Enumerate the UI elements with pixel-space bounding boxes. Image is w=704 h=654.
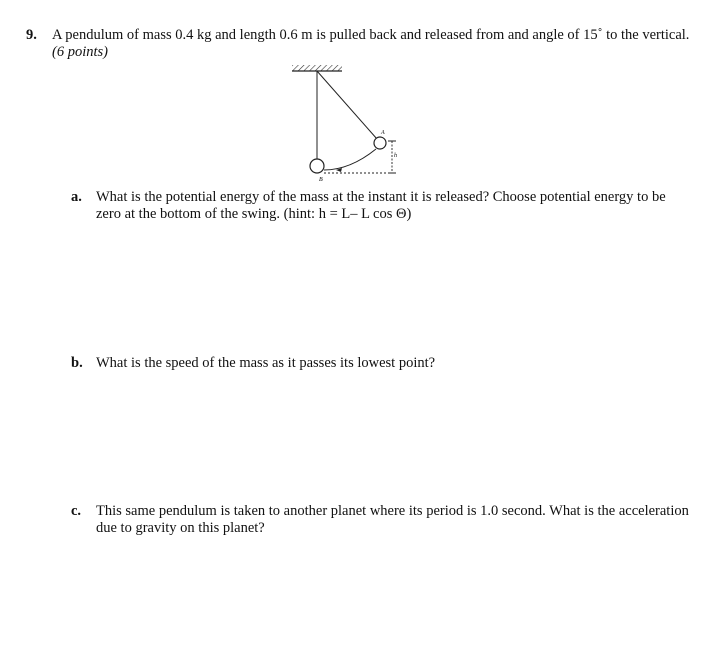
part-c-text — [96, 503, 696, 537]
swing-arc — [324, 149, 376, 170]
ceiling-hatch — [292, 65, 342, 71]
part-a-letter: a. — [71, 189, 82, 205]
part-a-line1: What is the potential energy of the mass at the instant it is released? Choose potential energy to be — [96, 189, 666, 205]
pendulum-string — [317, 71, 377, 139]
part-b-letter: b. — [71, 355, 83, 371]
label-a: A — [381, 130, 385, 136]
part-c-letter: c. — [71, 503, 82, 519]
part-c-line2: due to gravity on this planet? — [96, 520, 265, 536]
part-a-line2: zero at the bottom of the swing. (hint: h = L– L cos Θ) — [96, 206, 412, 222]
question-text: A pendulum of mass 0.4 kg and length 0.6 m is pulled back and released from and angle of 15˚ to the vertical. — [52, 27, 690, 43]
label-b: B — [319, 177, 323, 182]
label-h: h — [394, 153, 397, 159]
question-points: (6 points) — [52, 44, 108, 60]
part-a-text — [96, 189, 696, 223]
part-c-line1: This same pendulum is taken to another planet where its period is 1.0 second. What is the acceleration — [96, 503, 689, 519]
pendulum-diagram — [286, 60, 416, 182]
bob-position-b — [310, 159, 324, 173]
part-b-line1: What is the speed of the mass as it passes its lowest point? — [96, 355, 436, 371]
bob-position-a — [374, 137, 386, 149]
question-number: 9. — [26, 27, 37, 43]
part-b-text — [96, 355, 696, 372]
